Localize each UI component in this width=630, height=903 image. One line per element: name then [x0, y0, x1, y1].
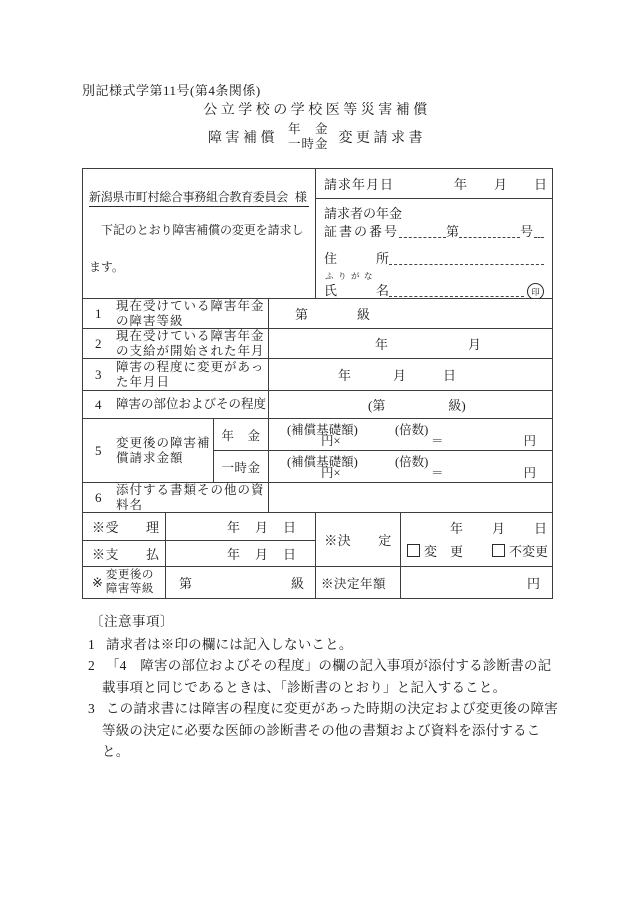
title-option-pension: 年 金	[287, 122, 329, 136]
cert-number-field	[399, 236, 446, 238]
decision-date	[401, 518, 552, 537]
form-table	[82, 168, 553, 599]
month-label: 月	[468, 337, 482, 352]
furigana-label: ふりがな	[325, 271, 378, 281]
row-number: 6	[95, 489, 102, 505]
row5-label: 変更後の障害補償請求金額	[116, 435, 211, 465]
month-label: 月	[491, 521, 505, 536]
request-date-label: 請求年月日	[324, 177, 395, 192]
pension-cert-line1: 請求者の年金	[324, 206, 403, 221]
yen-label: 円	[523, 434, 536, 448]
row5-label-cell	[83, 419, 213, 482]
annual-amount-label-cell: ※決定年額	[316, 567, 400, 598]
title-option-lumpsum: 一時金	[287, 137, 329, 151]
note-item: 2 「4 障害の部位およびその程度」の欄の記入事項が添付する診断書の記載事項と同じであるときは、「診断書のとおり」と記入すること。	[88, 658, 552, 695]
day-label: 日	[282, 520, 296, 535]
day-label: 日	[443, 368, 457, 383]
yen-times-label: 円×	[321, 466, 341, 480]
title-line2	[82, 122, 552, 152]
cert-number-field2	[459, 236, 520, 238]
pension-cert-line2: 証書の番号 第 号	[324, 223, 544, 241]
payment-date-cell	[166, 541, 315, 566]
decision-value-cell	[401, 513, 552, 566]
name-line	[324, 282, 544, 300]
row2-label: 現在受けている障害年金の支給が開始された年月	[116, 329, 265, 358]
row1-value-cell	[269, 299, 552, 328]
row3-label: 障害の程度に変更があった年月日	[116, 360, 265, 389]
day-label: 日	[533, 521, 547, 536]
address-label: 住 所	[324, 251, 390, 266]
addressee-line	[89, 188, 311, 207]
month-label: 月	[493, 177, 507, 192]
grade-close: 級)	[448, 398, 466, 413]
year-label: 年	[375, 337, 389, 352]
row-number: 5	[95, 442, 102, 458]
address-field	[389, 263, 544, 265]
row6-value-cell	[269, 483, 552, 512]
row5-pension-cell: 年 金	[214, 419, 268, 450]
row6-label-cell	[83, 483, 268, 512]
yen-times-label: 円×	[321, 434, 341, 448]
change-option: 変 更	[407, 541, 463, 560]
dai-label: 第	[295, 307, 309, 322]
multiplier-label: (倍数)	[395, 423, 429, 437]
multiplier-label: (倍数)	[395, 455, 429, 469]
dai-label: 第	[179, 576, 193, 591]
kyu-label: 級	[357, 307, 371, 322]
checkbox-no-change-icon	[492, 544, 505, 557]
day-label: 日	[533, 177, 547, 192]
changed-grade-label: 変更後の 障害等級	[105, 569, 154, 595]
yen-label: 円	[523, 466, 536, 480]
row4-label-cell	[83, 391, 268, 418]
row-number: 1	[95, 305, 102, 321]
row3-value-cell	[269, 359, 552, 390]
row1-label: 現在受けている障害年金の障害等級	[116, 299, 265, 328]
payment-label-cell: ※支 払	[83, 541, 165, 566]
row6-label: 添付する書類その他の資料名	[116, 483, 265, 512]
title-line1: 公立学校の学校医等災害補償	[203, 103, 431, 118]
grade-mark: ※	[92, 574, 103, 590]
base-amount-label: (補償基礎額)	[287, 455, 358, 469]
row-number: 3	[95, 366, 102, 382]
row3-label-cell	[83, 359, 268, 390]
row-number: 2	[95, 335, 102, 351]
year-label: 年	[338, 368, 352, 383]
no-change-option: 不変更	[492, 541, 548, 560]
address-line	[324, 250, 544, 268]
row5-lumpsum-cell: 一時金	[214, 451, 268, 482]
row2-label-cell	[83, 329, 268, 358]
annual-amount-value-cell	[401, 567, 552, 598]
year-label: 年	[226, 520, 240, 535]
row1-label-cell	[83, 299, 268, 328]
row4-value-cell	[269, 391, 552, 418]
form-number: 別記様式学第11号(第4条関係)	[82, 83, 261, 98]
seal-icon: 印	[527, 283, 544, 300]
decision-checkboxes	[401, 541, 552, 560]
decision-label-cell: ※決 定	[316, 513, 400, 566]
row5-pension-value-cell	[269, 419, 552, 450]
year-label: 年	[449, 521, 463, 536]
row4-label: 障害の部位およびその程度	[116, 397, 267, 412]
receipt-label-cell: ※受 理	[83, 513, 165, 540]
row2-value-cell	[269, 329, 552, 358]
month-label: 月	[254, 520, 268, 535]
addressee-cell	[83, 169, 315, 298]
addressee-body: 下記のとおり障害補償の変更を請求します。	[89, 223, 304, 274]
equals-label: ＝	[431, 434, 444, 448]
addressee-honorific: 様	[294, 190, 307, 204]
note-item: 3 この請求書には障害の程度に変更があった時期の決定および変更後の障害等級の決定に必要な医師の診断書その他の書類および資料を添付すること。	[88, 701, 558, 759]
changed-grade-label-cell	[83, 567, 165, 598]
notes-heading: 〔注意事項〕	[90, 614, 174, 629]
base-amount-label: (補償基礎額)	[287, 423, 358, 437]
title-suffix: 変更請求書	[338, 131, 426, 146]
changed-grade-value-cell	[166, 567, 315, 598]
equals-label: ＝	[431, 466, 444, 480]
form-title	[82, 99, 552, 152]
row-number: 4	[95, 396, 102, 412]
receipt-date-cell	[166, 513, 315, 540]
year-label: 年	[226, 547, 240, 562]
yen-label: 円	[526, 576, 540, 591]
claimant-cell	[316, 199, 552, 298]
addressee-organization: 新潟県市町村総合事務組合教育委員会 様	[89, 188, 309, 207]
month-label: 月	[254, 547, 268, 562]
go-label: 号	[519, 224, 533, 239]
grade-open: (第	[368, 398, 386, 413]
request-date-ymd	[454, 174, 547, 193]
notes-section	[88, 611, 564, 763]
day-label: 日	[282, 547, 296, 562]
kyu-label: 級	[290, 576, 304, 591]
name-label: 氏 名	[324, 283, 390, 298]
request-date-cell	[316, 169, 552, 198]
year-label: 年	[453, 177, 467, 192]
name-field	[389, 295, 524, 297]
month-label: 月	[393, 368, 407, 383]
checkbox-change-icon	[407, 544, 420, 557]
note-item: 1 請求者は※印の欄には記入しないこと。	[88, 636, 353, 652]
dai-label: 第	[445, 224, 459, 239]
row5-lumpsum-value-cell	[269, 451, 552, 482]
title-pension-options	[288, 122, 329, 152]
title-prefix: 障害補償	[207, 131, 278, 146]
